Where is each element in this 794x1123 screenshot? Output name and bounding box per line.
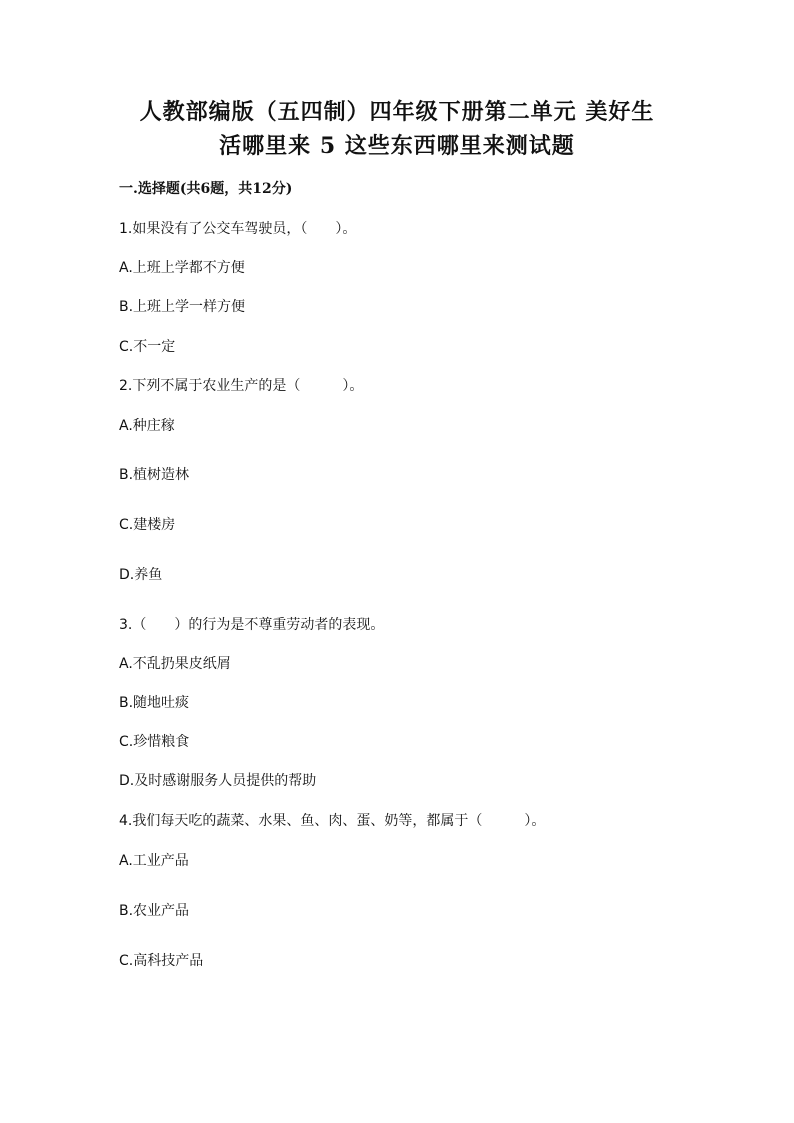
section-heading: 一.选择题(共6题，共12分) xyxy=(119,181,293,197)
page-title-line-2: 活哪里来 5 这些东西哪里来测试题 xyxy=(219,133,575,159)
question-3-option-a: A.不乱扔果皮纸屑 xyxy=(119,656,231,672)
page-title-line-1: 人教部编版（五四制）四年级下册第二单元 美好生 xyxy=(139,99,655,125)
question-2-option-d: D.养鱼 xyxy=(119,567,163,583)
question-2-option-b: B.植树造林 xyxy=(119,467,190,483)
question-3-option-c: C.珍惜粮食 xyxy=(119,734,190,750)
question-2-stem: 2.下列不属于农业生产的是（ ）。 xyxy=(119,378,364,394)
question-2-option-c: C.建楼房 xyxy=(119,517,176,533)
question-3-option-d: D.及时感谢服务人员提供的帮助 xyxy=(119,773,317,789)
question-3-stem: 3.（ ）的行为是不尊重劳动者的表现。 xyxy=(119,617,385,633)
question-2-option-a: A.种庄稼 xyxy=(119,418,175,434)
question-1-option-c: C.不一定 xyxy=(119,339,176,355)
question-4-option-c: C.高科技产品 xyxy=(119,953,204,969)
question-1-stem: 1.如果没有了公交车驾驶员，（ ）。 xyxy=(119,221,357,237)
question-1-option-b: B.上班上学一样方便 xyxy=(119,299,246,315)
question-1-option-a: A.上班上学都不方便 xyxy=(119,260,245,276)
question-4-option-a: A.工业产品 xyxy=(119,853,189,869)
question-4-stem: 4.我们每天吃的蔬菜、水果、鱼、肉、蛋、奶等，都属于（ ）。 xyxy=(119,813,546,829)
question-4-option-b: B.农业产品 xyxy=(119,903,190,919)
question-3-option-b: B.随地吐痰 xyxy=(119,695,190,711)
